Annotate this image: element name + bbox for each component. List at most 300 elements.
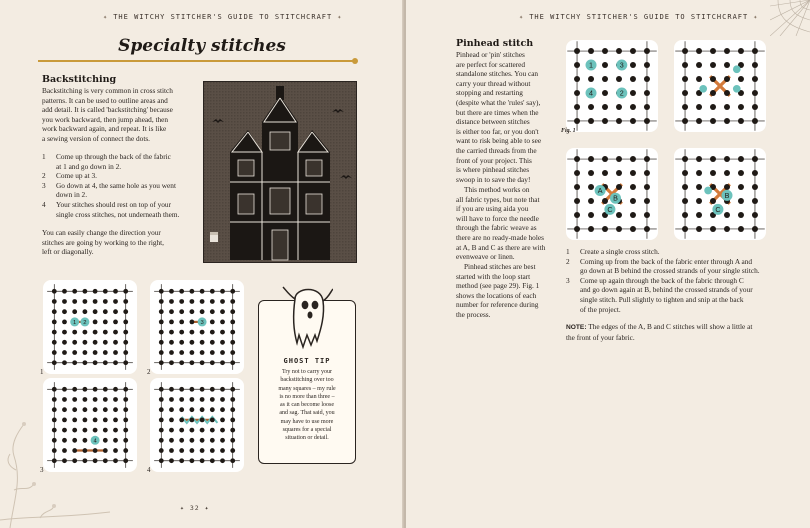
grid-hole	[602, 156, 608, 162]
grid-hole	[200, 299, 205, 304]
ghost-tip-box	[258, 300, 356, 464]
grid-hole	[724, 48, 730, 54]
grid-hole	[82, 289, 87, 294]
grid-hole	[123, 340, 128, 345]
grid-hole	[62, 360, 67, 365]
paragraph-line: shows the locations of each	[456, 290, 537, 300]
grid-hole	[169, 438, 174, 443]
grid-hole	[602, 104, 608, 110]
grid-hole	[169, 387, 174, 392]
grid-hole	[93, 299, 98, 304]
grid-hole	[123, 417, 128, 422]
grid-hole	[220, 397, 225, 402]
marker-label: B	[613, 194, 618, 203]
star-icon: ✦	[180, 504, 185, 512]
paragraph-line: is where pinhead stitches	[456, 165, 530, 175]
step-item	[42, 152, 202, 171]
grid-hole	[588, 212, 594, 218]
grid-hole	[72, 360, 77, 365]
ghost-tip-text	[265, 368, 349, 443]
grid-hole	[169, 330, 174, 335]
grid-hole	[179, 407, 184, 412]
grid-hole	[738, 118, 744, 124]
note-text: the front of your fabric.	[566, 332, 635, 342]
paragraph-line: a sewing version of connect the dots.	[42, 133, 151, 143]
grid-hole	[82, 330, 87, 335]
grid-hole	[52, 407, 57, 412]
grid-hole	[574, 76, 580, 82]
grid-hole	[682, 156, 688, 162]
marker-dot	[704, 187, 712, 195]
grid-hole	[93, 340, 98, 345]
grid-hole	[574, 62, 580, 68]
paragraph-line: if you are using aida you	[456, 204, 529, 214]
paragraph-line: stopping and restarting	[456, 88, 523, 98]
grid-hole	[179, 309, 184, 314]
step-item	[42, 181, 202, 200]
grid-hole	[588, 170, 594, 176]
step-item	[42, 200, 202, 219]
grid-hole	[724, 226, 730, 232]
grid-hole	[93, 319, 98, 324]
grid-hole	[123, 350, 128, 355]
grid-hole	[616, 156, 622, 162]
backstitching-steps	[42, 152, 202, 219]
grid-hole	[574, 184, 580, 190]
grid-hole	[230, 397, 235, 402]
grid-hole	[62, 407, 67, 412]
grid-hole	[62, 289, 67, 294]
grid-hole	[62, 309, 67, 314]
grid-hole	[710, 226, 716, 232]
step-number: 2	[42, 171, 46, 181]
paragraph-line: This method works on	[464, 185, 530, 194]
grid-hole	[72, 299, 77, 304]
grid-hole	[169, 319, 174, 324]
grid-hole	[189, 340, 194, 345]
grid-hole	[682, 76, 688, 82]
grid-hole	[752, 76, 758, 82]
grid-hole	[220, 340, 225, 345]
grid-hole	[724, 156, 730, 162]
grid-hole	[644, 170, 650, 176]
grid-hole	[159, 319, 164, 324]
grid-hole	[724, 62, 730, 68]
grid-hole	[82, 387, 87, 392]
grid-hole	[179, 340, 184, 345]
grid-hole	[159, 360, 164, 365]
grid-hole	[230, 350, 235, 355]
grid-hole	[574, 156, 580, 162]
grid-hole	[588, 76, 594, 82]
grid-hole	[682, 170, 688, 176]
paragraph-line: carry your thread without	[456, 78, 531, 88]
marker-label: A	[597, 186, 603, 195]
grid-hole	[738, 170, 744, 176]
grid-hole	[113, 407, 118, 412]
grid-hole	[113, 350, 118, 355]
grid-hole	[189, 458, 194, 463]
paragraph-line: is either too far, or you don't	[456, 126, 539, 136]
grid-hole	[200, 438, 205, 443]
step-number: 1	[566, 247, 570, 256]
grid-hole	[724, 184, 730, 190]
grid-hole	[588, 198, 594, 204]
grid-hole	[616, 184, 622, 190]
step-number: 3	[566, 275, 570, 285]
grid-hole	[123, 360, 128, 365]
step-text: single cross stitches, not underneath them.	[56, 209, 180, 219]
grid-hole	[644, 48, 650, 54]
grid-hole	[103, 360, 108, 365]
grid-hole	[220, 417, 225, 422]
grid-hole	[644, 156, 650, 162]
grid-hole	[682, 62, 688, 68]
step-text: of the project.	[580, 304, 621, 314]
grid-hole	[210, 340, 215, 345]
grid-hole	[123, 387, 128, 392]
grid-hole	[220, 299, 225, 304]
grid-hole	[630, 62, 636, 68]
grid-hole	[574, 198, 580, 204]
grid-hole	[113, 397, 118, 402]
pinhead-steps	[566, 247, 774, 314]
grid-hole	[113, 360, 118, 365]
ghost-tip-line: many squares – my rule	[278, 385, 336, 392]
grid-hole	[210, 350, 215, 355]
paragraph-line: work backward again, and repeat. It is like	[42, 124, 167, 134]
grid-hole	[52, 309, 57, 314]
pinhead-figure-4	[674, 148, 766, 240]
step-number: 3	[42, 180, 46, 190]
grid-hole	[82, 407, 87, 412]
note-text: The edges of the A, B and C stitches will show a little at	[586, 322, 753, 331]
grid-hole	[179, 428, 184, 433]
grid-hole	[159, 340, 164, 345]
grid-hole	[210, 309, 215, 314]
grid-hole	[159, 289, 164, 294]
grid-hole	[644, 184, 650, 190]
grid-hole	[189, 330, 194, 335]
right-page	[406, 0, 810, 528]
star-icon: ✦	[519, 13, 525, 21]
grid-hole	[113, 330, 118, 335]
grid-hole	[738, 184, 744, 190]
grid-hole	[696, 198, 702, 204]
step-text: Come up again through the back of the fabric through C	[580, 275, 744, 285]
grid-hole	[62, 387, 67, 392]
grid-hole	[103, 289, 108, 294]
title-rule	[38, 60, 354, 62]
step-text: Your stitches should rest on top of your	[56, 199, 171, 209]
grid-hole	[159, 299, 164, 304]
grid-hole	[210, 289, 215, 294]
grid-hole	[230, 360, 235, 365]
grid-hole	[230, 387, 235, 392]
grid-hole	[62, 350, 67, 355]
grid-hole	[210, 407, 215, 412]
grid-hole	[210, 330, 215, 335]
pinhead-figure-2	[674, 40, 766, 132]
grid-hole	[52, 299, 57, 304]
step-item	[42, 171, 202, 181]
grid-hole	[630, 76, 636, 82]
grid-hole	[210, 387, 215, 392]
paragraph-line: distance between stitches	[456, 117, 530, 127]
grid-hole	[72, 330, 77, 335]
grid-hole	[710, 104, 716, 110]
grid-hole	[616, 118, 622, 124]
backstitch-figure-2	[150, 280, 244, 374]
grid-hole	[189, 289, 194, 294]
grid-hole	[724, 76, 730, 82]
grid-hole	[616, 170, 622, 176]
grid-hole	[200, 458, 205, 463]
grid-hole	[179, 448, 184, 453]
grid-hole	[588, 48, 594, 54]
grid-hole	[752, 118, 758, 124]
paragraph-line: method (see page 29). Fig. 1	[456, 281, 540, 291]
grid-hole	[602, 62, 608, 68]
fig-1-label: Fig. 1	[561, 128, 576, 134]
paragraph-line: number for reference during	[456, 300, 539, 310]
page-title: Specialty stitches	[118, 36, 286, 56]
grid-hole	[123, 448, 128, 453]
grid-hole	[752, 226, 758, 232]
grid-hole	[82, 350, 87, 355]
grid-hole	[602, 76, 608, 82]
marker-label: 4	[589, 89, 594, 98]
vine-icon	[0, 420, 120, 528]
grid-hole	[72, 289, 77, 294]
grid-hole	[200, 397, 205, 402]
step-text: Coming up from the back of the fabric enter through A and	[580, 256, 753, 266]
grid-hole	[220, 289, 225, 294]
step-text: at 1 and go down in 2.	[56, 161, 122, 171]
grid-hole	[123, 428, 128, 433]
grid-hole	[72, 309, 77, 314]
ghost-tip-line: Try not to carry your	[281, 369, 333, 375]
star-icon: ✦	[753, 13, 759, 21]
grid-hole	[220, 350, 225, 355]
star-icon: ✦	[103, 13, 109, 21]
pinhead-note	[566, 322, 776, 342]
step-text: Come up at 3.	[56, 171, 97, 181]
grid-hole	[220, 438, 225, 443]
grid-hole	[113, 387, 118, 392]
grid-hole	[93, 350, 98, 355]
grid-hole	[220, 458, 225, 463]
grid-hole	[724, 104, 730, 110]
grid-hole	[72, 350, 77, 355]
grid-hole	[210, 428, 215, 433]
grid-hole	[696, 212, 702, 218]
step-item	[566, 257, 774, 276]
grid-hole	[682, 212, 688, 218]
grid-hole	[189, 397, 194, 402]
grid-hole	[210, 448, 215, 453]
grid-hole	[82, 309, 87, 314]
figure-number: 3	[40, 466, 44, 474]
grid-hole	[696, 62, 702, 68]
marker-dot	[733, 65, 741, 73]
grid-hole	[169, 407, 174, 412]
left-page	[0, 0, 404, 528]
grid-hole	[123, 397, 128, 402]
paragraph-line: You can easily change the direction your	[42, 228, 161, 237]
grid-hole	[220, 387, 225, 392]
grid-hole	[103, 299, 108, 304]
grid-hole	[230, 299, 235, 304]
grid-hole	[724, 118, 730, 124]
marker-label: 1	[73, 319, 77, 326]
figure-number: 4	[147, 466, 151, 474]
grid-hole	[123, 319, 128, 324]
grid-hole	[738, 48, 744, 54]
grid-hole	[644, 76, 650, 82]
step-text: and go down again at B, behind the crossed strands of your	[580, 285, 753, 295]
paragraph-line: patterns. It can be used to outline areas and	[42, 95, 168, 105]
paragraph-line: the process.	[456, 309, 491, 319]
grid-hole	[200, 350, 205, 355]
paragraph-line: Pinhead stitches are best	[464, 262, 536, 271]
paragraph-line: Backstitching is very common in cross stitch	[42, 86, 173, 95]
paragraph-line: there are no ready-made holes	[456, 232, 544, 242]
grid-hole	[230, 289, 235, 294]
ghost-tip-line: backstitching over too	[280, 377, 334, 384]
grid-hole	[189, 387, 194, 392]
marker-label: 1	[589, 61, 594, 70]
paragraph-line: will have to force the needle	[456, 213, 539, 223]
grid-hole	[682, 104, 688, 110]
running-head-right: ✦ THE WITCHY STITCHER'S GUIDE TO STITCHCRAFT ✦	[519, 13, 759, 21]
grid-hole	[696, 48, 702, 54]
grid-hole	[62, 299, 67, 304]
grid-hole	[724, 170, 730, 176]
grid-hole	[752, 184, 758, 190]
step-text: single stitch. Pull slightly to tighten and snip at the back	[580, 294, 744, 304]
grid-hole	[602, 48, 608, 54]
grid-hole	[123, 330, 128, 335]
backstitch-figure-4	[150, 378, 244, 472]
backstitch-figure-1	[43, 280, 137, 374]
grid-hole	[103, 387, 108, 392]
grid-hole	[752, 198, 758, 204]
grid-hole	[220, 360, 225, 365]
grid-hole	[123, 438, 128, 443]
grid-hole	[113, 289, 118, 294]
grid-hole	[210, 360, 215, 365]
backstitching-heading: Backstitching	[42, 74, 117, 85]
grid-hole	[179, 319, 184, 324]
grid-hole	[630, 170, 636, 176]
grid-hole	[230, 319, 235, 324]
grid-hole	[169, 428, 174, 433]
marker-label: 2	[619, 89, 624, 98]
grid-hole	[220, 448, 225, 453]
paragraph-line: standalone stitches. You can	[456, 69, 539, 79]
grid-hole	[159, 330, 164, 335]
paragraph-line: all fabric types, but note that	[456, 194, 540, 204]
grid-hole	[710, 118, 716, 124]
grid-hole	[644, 198, 650, 204]
grid-hole	[113, 309, 118, 314]
grid-hole	[630, 156, 636, 162]
step-text: Go down at 4, the same hole as you went	[56, 180, 176, 190]
grid-hole	[210, 299, 215, 304]
paragraph-line: stitches are going by working to the right,	[42, 237, 164, 247]
marker-label: B	[724, 191, 730, 200]
grid-hole	[93, 360, 98, 365]
ghost-tip-line: may have to use more	[280, 418, 334, 425]
step-text: down in 2.	[56, 190, 88, 200]
grid-hole	[210, 417, 215, 422]
grid-hole	[630, 118, 636, 124]
grid-hole	[103, 397, 108, 402]
grid-hole	[210, 438, 215, 443]
paragraph-line: want to risk being able to see	[456, 136, 542, 146]
grid-hole	[159, 407, 164, 412]
paragraph-line: through the fabric weave as	[456, 223, 537, 233]
grid-hole	[752, 170, 758, 176]
grid-hole	[696, 156, 702, 162]
pinhead-paragraph-3	[456, 262, 568, 320]
grid-hole	[696, 184, 702, 190]
grid-hole	[189, 407, 194, 412]
grid-hole	[602, 90, 608, 96]
grid-hole	[602, 226, 608, 232]
star-icon: ✦	[204, 504, 210, 512]
grid-hole	[123, 458, 128, 463]
figure-number: 2	[147, 368, 151, 376]
marker-label: 2	[83, 319, 87, 326]
marker-label: 3	[619, 61, 624, 70]
grid-hole	[200, 417, 205, 422]
grid-hole	[682, 226, 688, 232]
grid-hole	[189, 428, 194, 433]
grid-hole	[200, 387, 205, 392]
haunted-house-cross-stitch-photo	[203, 81, 357, 263]
paragraph-line: add detail. It is called 'backstitching' because	[42, 105, 173, 115]
paragraph-line: at A, B and C as there are with	[456, 242, 546, 252]
grid-hole	[189, 309, 194, 314]
grid-hole	[696, 226, 702, 232]
grid-hole	[574, 212, 580, 218]
grid-hole	[159, 397, 164, 402]
grid-hole	[230, 309, 235, 314]
paragraph-line: the carried threads from the	[456, 145, 537, 155]
grid-hole	[738, 156, 744, 162]
grid-hole	[200, 360, 205, 365]
grid-hole	[220, 330, 225, 335]
marker-label: 3	[200, 319, 204, 326]
grid-hole	[682, 198, 688, 204]
grid-hole	[696, 170, 702, 176]
step-text: Come up through the back of the fabric	[56, 152, 171, 161]
grid-hole	[630, 90, 636, 96]
grid-hole	[93, 289, 98, 294]
grid-hole	[179, 360, 184, 365]
grid-hole	[169, 397, 174, 402]
grid-hole	[710, 198, 716, 204]
grid-hole	[103, 330, 108, 335]
grid-hole	[72, 340, 77, 345]
grid-hole	[169, 289, 174, 294]
grid-hole	[200, 407, 205, 412]
grid-hole	[616, 212, 622, 218]
grid-hole	[62, 330, 67, 335]
grid-hole	[113, 299, 118, 304]
